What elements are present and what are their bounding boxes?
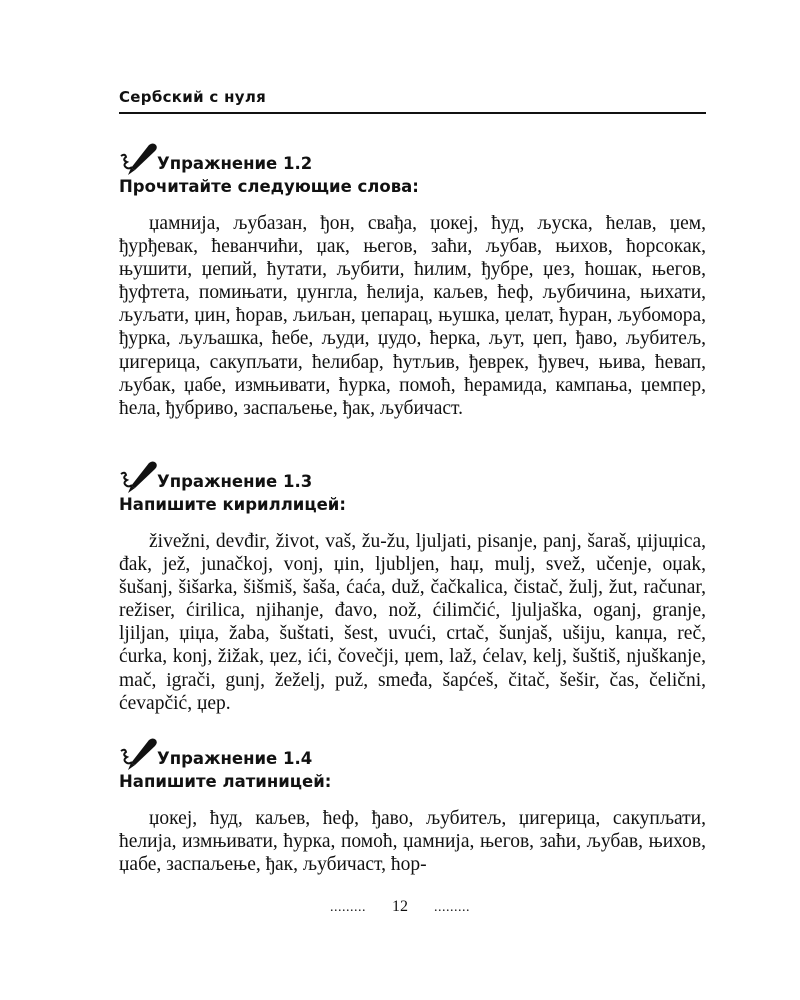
exercise-instruction: Напишите латиницей: [119,772,332,791]
exercise-instruction: Прочитайте следующие слова: [119,177,419,196]
footer-dots-left: ......... [330,900,366,915]
running-header: Сербский с нуля [119,88,267,106]
exercise-title: Упражнение 1.2 [157,154,313,173]
exercise-title: Упражнение 1.4 [157,749,313,768]
page-number: 12 [392,898,408,915]
exercise-text: џокеј, ћуд, каљев, ћеф, ђаво, љубитељ, џигерица, сакупљати, ћелија, измњивати, ћурка, помоћ, џамнија, његов, заћи, љубав, њихов, џабе, заспаљење, ђак, љубичаст, ћор- [119,808,706,876]
exercise-1-2 [119,142,706,420]
header-rule [119,112,706,114]
exercise-title: Упражнение 1.3 [157,472,313,491]
exercise-1-3 [119,460,706,715]
footer-dots-right: ......... [434,900,470,915]
pen-icon [119,460,159,494]
exercise-text: џамнија, љубазан, ђон, свађа, џокеј, ћуд, љуска, ћелав, џем, ђурђевак, ћеванчићи, џак, његов, заћи, љубав, њихов, ћорсокак, њушити, џепий, ћутати, љубити, ћилим, ђубре, џез, ћошак, његов, ђуфтета, помињати, џунгла, ћелија, каљев, ћеф, љубичина, њихати, љуљати, џин, ћорав, љиљан, џепарац, њушка, џелат, ћуран, љубомора, ђурка, љуљашка, ћебе, људи, џудо, ћерка, љут, џеп, ђаво, љубитељ, џигерица, сакупљати, ћелибар, ћутљив, ђеврек, ђувеч, њива, ћевап, љубак, џабе, измњивати, ћурка, помоћ, ћерамида, кампања, џемпер, ћела, ђубриво, заспаљење, ђак, љубичаст. [119,213,706,419]
pen-icon [119,142,159,176]
exercise-text: živežni, devđir, život, vaš, žu-žu, ljuljati, pisanje, panj, šaraš, џijuџica, đak, jež, junačkoj, vonj, џin, ljubljen, haџ, mulj, svež, učenje, oџak, šušanj, šišarka, šišmiš, šaša, ćaća, duž, čačkalica, čistač, žulj, žut, računar, režiser, ćirilica, njihanje, đavo, nož, ćilimčić, ljuljaška, oganj, granje, ljiljan, џiџa, žaba, šuštati, šest, uvući, crtač, šunjaš, ušiju, kanџa, reč, ćurka, konj, žižak, џez, ići, čovečji, џem, laž, ćelav, kelj, šuštiš, njuškanje, mač, igrači, gunj, žeželj, puž, smeđa, šapćeš, čitač, šešir, čas, čelični, ćevapčić, џep. [119,531,706,714]
page-footer [0,898,800,916]
exercise-1-4 [119,737,706,876]
pen-icon [119,737,159,771]
exercise-instruction: Напишите кириллицей: [119,495,346,514]
